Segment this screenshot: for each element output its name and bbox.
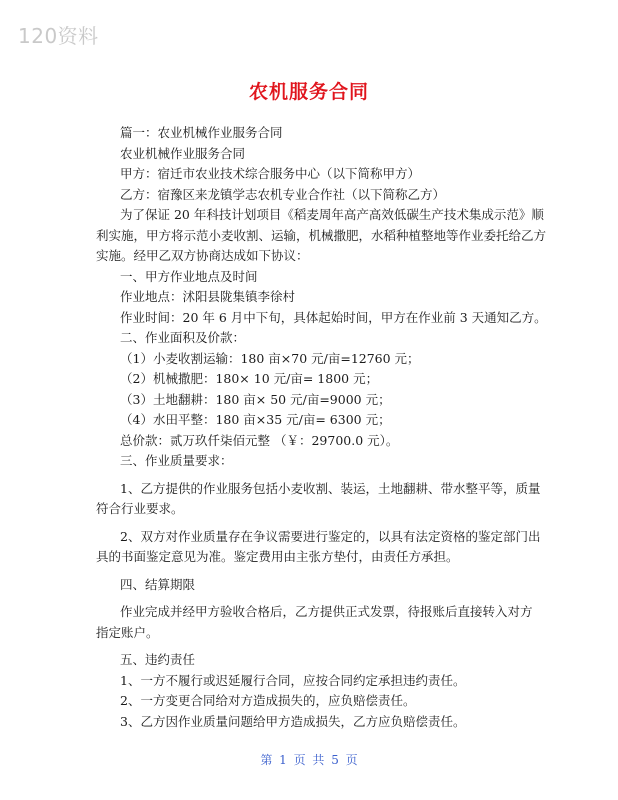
work-time: 作业时间：20 年 6 月中下旬，具体起始时间，甲方在作业前 3 天通知乙方。: [120, 309, 547, 325]
section-4-heading: 四、结算期限: [120, 576, 196, 592]
party-b: 乙方：宿豫区来龙镇学志农机专业合作社（以下简称乙方）: [120, 186, 446, 202]
quality-clause-1-line-2: 符合行业要求。: [96, 501, 184, 516]
liability-clause-1: 1、一方不履行或迟延履行合同，应按合同约定承担违约责任。: [120, 672, 466, 688]
price-item-1: （1）小麦收割运输：180 亩×70 元/亩=12760 元；: [120, 350, 420, 366]
preamble-line-1: 为了保证 20 年科技计划项目《稻麦周年高产高效低碳生产技术集成示范》顺: [120, 207, 544, 222]
price-item-4: （4）水田平整：180 亩×35 元/亩= 6300 元；: [120, 412, 391, 427]
settlement-line-2: 指定账户。: [96, 624, 159, 640]
preamble-line-3: 实施。经甲乙双方协商达成如下协议：: [96, 248, 309, 263]
page-indicator: 第 1 页 共 5 页: [260, 753, 358, 767]
quality-clause-2-line-2: 具的书面鉴定意见为准。鉴定费用由主张方垫付，由责任方承担。: [96, 549, 459, 564]
quality-clause-1-line-1: 1、乙方提供的作业服务包括小麦收割、装运，土地翻耕、带水整平等，质量: [120, 480, 541, 496]
section-3-heading: 三、作业质量要求：: [120, 453, 233, 468]
work-location: 作业地点：沭阳县陇集镇李徐村: [120, 289, 296, 304]
contract-name: 农业机械作业服务合同: [120, 145, 246, 161]
total-price: 总价款：贰万玖仟柒佰元整 （￥：29700.0 元）。: [120, 432, 399, 448]
document-title: 农机服务合同: [248, 81, 369, 103]
section-2-heading: 二、作业面积及价款：: [120, 330, 246, 345]
preamble-line-2: 利实施，甲方将示范小麦收割、运输，机械撒肥，水稻种植整地等作业委托给乙方: [96, 227, 547, 243]
liability-clause-3: 3、乙方因作业质量问题给甲方造成损失，乙方应负赔偿责任。: [120, 713, 466, 729]
document-body: [96, 123, 547, 732]
section-1-heading: 一、甲方作业地点及时间: [120, 268, 258, 284]
settlement-line-1: 作业完成并经甲方验收合格后，乙方提供正式发票，待报账后直接转入对方: [120, 604, 533, 619]
liability-clause-2: 2、一方变更合同给对方造成损失的，应负赔偿责任。: [120, 693, 416, 708]
price-item-2: （2）机械撒肥：180× 10 元/亩= 1800 元；: [120, 371, 379, 386]
section-5-heading: 五、违约责任: [120, 652, 196, 667]
price-item-3: （3）土地翻耕：180 亩× 50 元/亩=9000 元；: [120, 391, 391, 407]
chapter-heading: 篇一：农业机械作业服务合同: [120, 125, 283, 140]
party-a: 甲方：宿迁市农业技术综合服务中心（以下简称甲方）: [120, 166, 421, 181]
quality-clause-2-line-1: 2、双方对作业质量存在争议需要进行鉴定的，以具有法定资格的鉴定部门出: [120, 528, 541, 544]
watermark: 120资料: [18, 24, 99, 48]
